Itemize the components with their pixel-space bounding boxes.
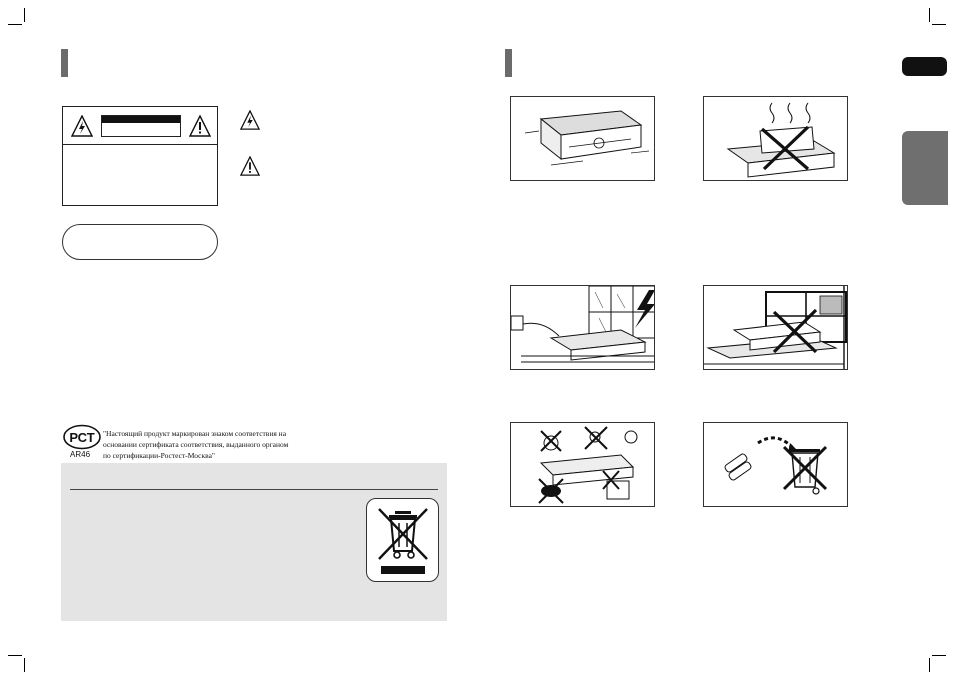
section-marker-right (505, 49, 512, 77)
rst-logo-text: РСТ (69, 430, 95, 445)
illustration-unplug-during-storm (510, 285, 655, 370)
caution-label (101, 115, 181, 137)
crop-mark (932, 655, 946, 656)
illustration-no-direct-sunlight (703, 285, 848, 370)
crossed-wheelie-bin-icon (375, 505, 431, 563)
crop-mark (929, 658, 930, 672)
language-tab (902, 57, 947, 76)
certification-code: AR46 (70, 450, 91, 459)
illustration-ventilation-clearance (510, 96, 655, 181)
chapter-tab (902, 131, 948, 205)
illustration-battery-disposal (703, 422, 848, 507)
illustration-no-stacking-heat (703, 96, 848, 181)
crop-mark (24, 8, 25, 22)
crop-mark (929, 8, 930, 22)
battery-bin-icon (724, 438, 826, 494)
crop-mark (932, 24, 946, 25)
crop-mark (24, 658, 25, 672)
exclamation-triangle-icon (189, 115, 211, 137)
warning-oval (62, 224, 218, 260)
crop-mark (8, 24, 22, 25)
crop-mark (8, 655, 22, 656)
lightning-triangle-icon (71, 115, 93, 137)
exclamation-triangle-icon (240, 156, 260, 176)
caution-box (62, 106, 218, 206)
certification-line: по сертификации-Ростест-Москва" (103, 451, 215, 460)
lightning-triangle-icon (240, 110, 260, 130)
certification-statement (103, 428, 343, 461)
section-marker-left (61, 49, 68, 77)
disposal-divider (70, 489, 438, 490)
weee-symbol-box (366, 498, 439, 582)
caution-header (63, 107, 217, 145)
certification-line: "Настоящий продукт маркирован знаком соответствия на (103, 429, 287, 438)
illustration-keep-away-from-liquids-magnets (510, 422, 655, 507)
weee-bar (381, 566, 425, 574)
rst-certification-logo (62, 424, 102, 450)
certification-line: основании сертификата соответствия, выданного органом (103, 440, 289, 449)
